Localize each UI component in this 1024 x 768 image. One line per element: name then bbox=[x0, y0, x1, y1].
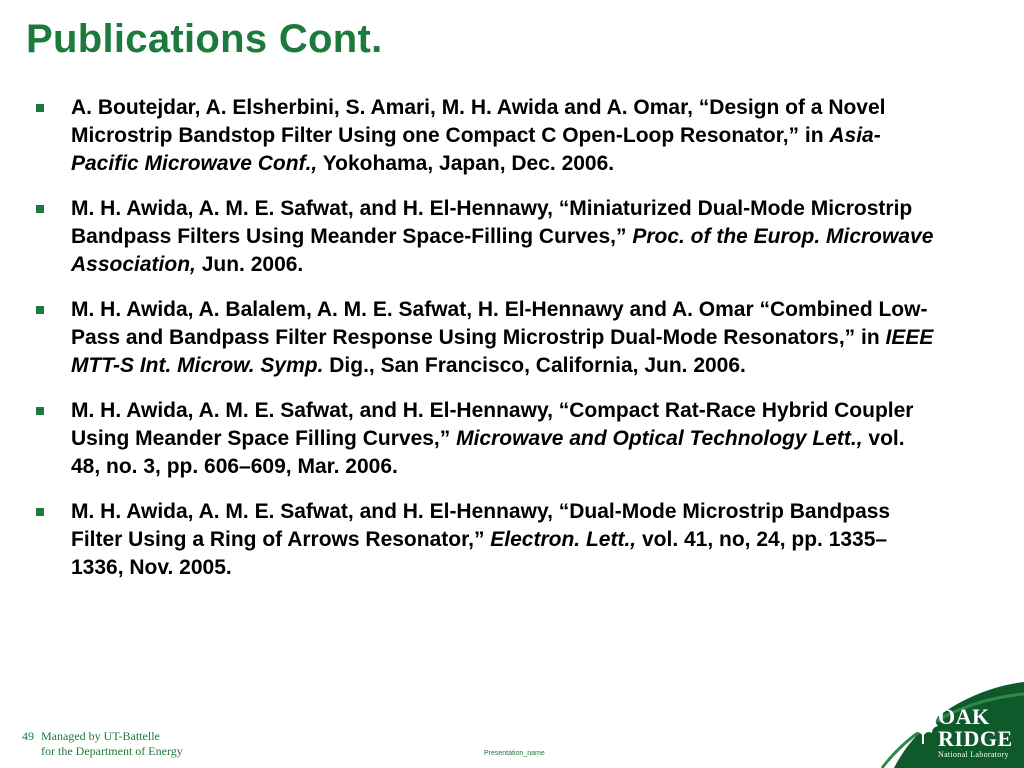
footer-line-1: Managed by UT-Battelle bbox=[41, 729, 160, 743]
publication-details: Dig., San Francisco, California, Jun. 2006. bbox=[323, 354, 746, 377]
publication-text: M. H. Awida, A. M. E. Safwat, and H. El-Hennawy, “Compact Rat-Race Hybrid Coupler Using Meander Space Filling Curves,” bbox=[71, 399, 914, 450]
publication-item bbox=[36, 195, 936, 279]
presentation-name: Presentation_name bbox=[484, 750, 545, 757]
publication-details: Jun. 2006. bbox=[195, 253, 304, 276]
square-bullet-icon bbox=[36, 407, 44, 415]
page-number: 49 bbox=[22, 729, 34, 743]
publication-details: Yokohama, Japan, Dec. 2006. bbox=[317, 152, 615, 175]
publication-text: M. H. Awida, A. Balalem, A. M. E. Safwat, H. El-Hennawy and A. Omar “Combined Low-Pass and Bandpass Filter Response Using Microstrip Dual-Mode Resonators,” in bbox=[71, 298, 928, 349]
square-bullet-icon bbox=[36, 104, 44, 112]
publication-venue: IEEE MTT-S Int. Microw. Symp. bbox=[71, 326, 934, 377]
publication-item bbox=[36, 498, 936, 582]
square-bullet-icon bbox=[36, 508, 44, 516]
oak-leaf-icon bbox=[906, 706, 940, 746]
publication-venue: Electron. Lett., bbox=[490, 528, 637, 551]
publication-venue: Proc. of the Europ. Microwave Association, bbox=[71, 225, 934, 276]
square-bullet-icon bbox=[36, 306, 44, 314]
publication-venue: Asia-Pacific Microwave Conf., bbox=[71, 124, 881, 175]
logo-oak: OAK bbox=[938, 704, 990, 729]
publication-text: M. H. Awida, A. M. E. Safwat, and H. El-Hennawy, “Miniaturized Dual-Mode Microstrip Bandpass Filters Using Meander Space-Filling Curves,” bbox=[71, 197, 913, 248]
publication-item bbox=[36, 397, 936, 481]
publication-venue: Microwave and Optical Technology Lett., bbox=[456, 427, 863, 450]
publication-text: A. Boutejdar, A. Elsherbini, S. Amari, M. H. Awida and A. Omar, “Design of a Novel Microstrip Bandstop Filter Using one Compact C Open-Loop Resonator,” in bbox=[71, 96, 886, 147]
footer-line-2: for the Department of Energy bbox=[41, 744, 183, 758]
slide-title: Publications Cont. bbox=[26, 17, 383, 61]
publication-item bbox=[36, 94, 936, 178]
footer-managed-by bbox=[22, 729, 183, 759]
square-bullet-icon bbox=[36, 205, 44, 213]
publication-details: vol. 41, no, 24, pp. 1335–1336, Nov. 2005. bbox=[71, 528, 888, 579]
logo-subtitle: National Laboratory bbox=[938, 750, 1009, 759]
publication-list bbox=[36, 94, 936, 599]
publication-text: M. H. Awida, A. M. E. Safwat, and H. El-Hennawy, “Dual-Mode Microstrip Bandpass Filter Using a Ring of Arrows Resonator,” bbox=[71, 500, 891, 551]
publication-details: vol. 48, no. 3, pp. 606–609, Mar. 2006. bbox=[71, 427, 905, 478]
organization-logo bbox=[938, 706, 1013, 760]
publication-item bbox=[36, 296, 936, 380]
logo-ridge: RIDGE bbox=[938, 726, 1013, 751]
